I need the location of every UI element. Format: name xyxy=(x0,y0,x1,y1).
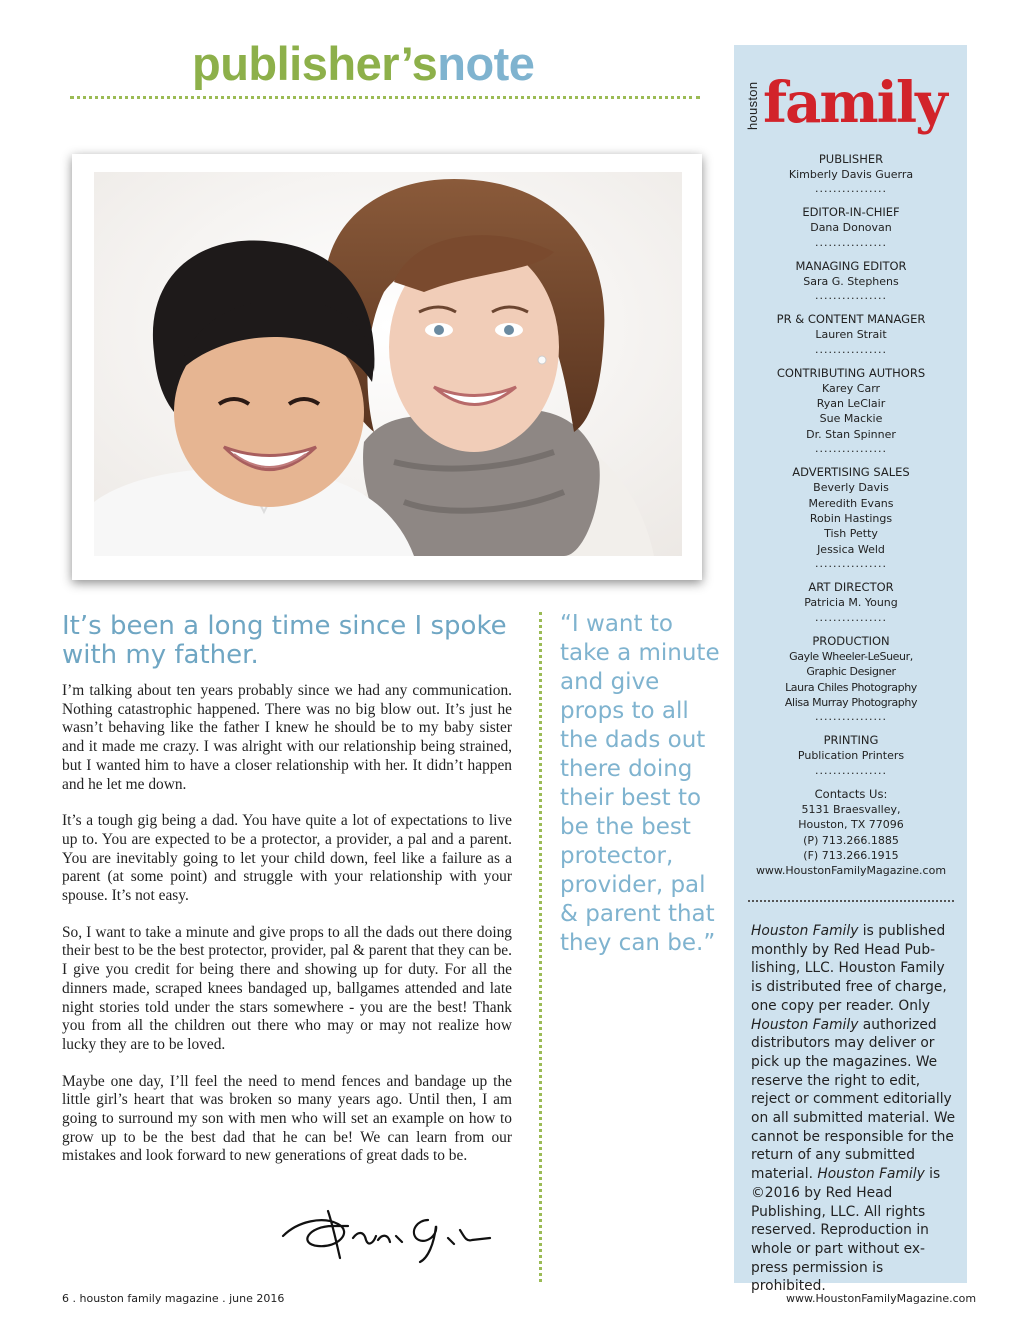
staff-section xyxy=(740,152,962,194)
dotted-separator: ................ xyxy=(815,289,887,303)
notice-text: is ©2016 by Red Head Publishing, LLC. All rights reserved. Reproduction in whole or part without ex-press permission is prohibited. xyxy=(751,1166,941,1295)
dotted-separator: ................ xyxy=(815,710,887,724)
staff-role: MANAGING EDITOR xyxy=(795,258,907,273)
pull-quote: “I want to take a minute and give props to all the dads out there doing their best to be the best protector, provider, pal & parent that they can be.” xyxy=(560,611,720,956)
logo-family: family xyxy=(763,70,946,136)
masthead-logo xyxy=(745,70,961,150)
contacts-section xyxy=(740,787,962,879)
staff-name: Patricia M. Young xyxy=(804,596,898,610)
publication-notice xyxy=(751,922,956,1296)
family-photo xyxy=(94,172,682,556)
staff-name: Tish Petty xyxy=(824,527,878,541)
contact-address: 5131 Braesvalley, xyxy=(801,802,901,816)
contact-fax: (F) 713.266.1915 xyxy=(803,848,899,862)
article-paragraph: It’s a tough gig being a dad. You have quite a lot of expectations to live up to. You are expected to be a protector, a provider, a pal and a parent. You are inevitably going to let your child down, feel like a failure as a parent (at some point) and struggle with your relationship with your spouse. It’s not easy. xyxy=(62,812,512,905)
staff-role: PRINTING xyxy=(823,733,879,748)
staff-section xyxy=(740,580,962,622)
staff-section xyxy=(740,634,962,723)
photo-illustration xyxy=(94,172,682,556)
notice-italic: Houston Family xyxy=(751,923,859,939)
staff-role: EDITOR-IN-CHIEF xyxy=(802,205,900,220)
staff-name: Alisa Murray Photography xyxy=(784,695,918,709)
staff-role: PRODUCTION xyxy=(812,633,890,648)
page-title-part2: note xyxy=(437,37,535,90)
staff-name: Ryan LeClair xyxy=(816,397,886,411)
article-body xyxy=(62,682,512,1184)
notice-italic: Houston Family xyxy=(817,1166,925,1183)
staff-name: Laura Chiles Photography xyxy=(785,680,917,694)
contact-website[interactable]: www.HoustonFamilyMagazine.com xyxy=(755,864,947,878)
staff-role: PUBLISHER xyxy=(818,152,884,166)
staff-name: Sue Mackie xyxy=(819,412,883,426)
dotted-separator: ................ xyxy=(815,342,887,356)
column-divider xyxy=(539,612,542,1282)
staff-role: ADVERTISING SALES xyxy=(792,465,910,480)
contacts-label: Contacts Us: xyxy=(814,786,888,801)
staff-section xyxy=(740,205,962,247)
staff-name: Sara G. Stephens xyxy=(803,274,899,288)
staff-role: PR & CONTENT MANAGER xyxy=(776,312,926,327)
contact-phone: (P) 713.266.1885 xyxy=(803,833,899,847)
page-title-part1: publisher’s xyxy=(192,37,438,90)
dotted-separator: ................ xyxy=(815,235,887,249)
article-paragraph: I’m talking about ten years probably since we had any communication. Nothing catastrophic happened. There was no big blow out. It’s just he wasn’t behaving like the father I knew he should be to my baby sister and it made me crazy. I was alright with our relationship being strained, but I wanted him to have a closer relationship with her. It didn’t happen and he let me down. xyxy=(62,682,512,793)
article-headline: It’s been a long time since I spoke with my father. xyxy=(62,611,507,670)
masthead-dotted-rule xyxy=(748,900,954,902)
staff-section xyxy=(740,312,962,354)
staff-name: Beverly Davis xyxy=(813,481,889,495)
footer-page-info: 6 . houston family magazine . june 2016 xyxy=(62,1292,285,1305)
logo-houston: houston xyxy=(745,81,760,130)
staff-role: ART DIRECTOR xyxy=(808,580,894,595)
page-title xyxy=(192,36,534,92)
staff-name: Karey Carr xyxy=(821,381,881,395)
dotted-separator: ................ xyxy=(815,763,887,777)
title-dotted-rule xyxy=(70,96,700,99)
dotted-separator: ................ xyxy=(815,610,887,624)
staff-name: Meredith Evans xyxy=(808,496,894,510)
footer-website[interactable]: www.HoustonFamilyMagazine.com xyxy=(786,1292,977,1305)
staff-name: Kimberly Davis Guerra xyxy=(788,168,914,181)
article-paragraph: Maybe one day, I’ll feel the need to mend fences and bandage up the little girl’s heart that was broken so many years ago. Until then, I am going to surround my son with men who will set an example on how to grow up to be the best dad that he can be! We can learn from our mistakes and look forward to new generations of great dads to be. xyxy=(62,1072,512,1165)
staff-section xyxy=(740,259,962,301)
contact-city: Houston, TX 77096 xyxy=(798,818,904,832)
staff-role: CONTRIBUTING AUTHORS xyxy=(776,365,926,380)
article-paragraph: So, I want to take a minute and give props to all the dads out there doing their best to be the best protector, provider, pal & parent that they can be. I give you credit for being there and showing up for duty. For all the dinners made, scraped knees bandaged up, ballgames attended and late night stories told under the stars somewhere - you are the best! Thank you from all the children out there who may or may not realize how lucky they are to be loved. xyxy=(62,923,512,1053)
notice-text: is published monthly by Red Head Pub-lishing, LLC. Houston Family is distributed free of charge, one copy per reader. Only xyxy=(751,923,947,1014)
staff-section xyxy=(740,366,962,455)
dotted-separator: ................ xyxy=(815,442,887,456)
staff-name: Dr. Stan Spinner xyxy=(806,427,896,441)
staff-list xyxy=(740,152,962,879)
staff-name: Jessica Weld xyxy=(817,542,885,556)
staff-name: Robin Hastings xyxy=(809,512,893,526)
staff-name: Graphic Designer xyxy=(806,665,896,679)
staff-name: Dana Donovan xyxy=(810,221,892,235)
notice-italic: Houston Family xyxy=(751,1016,859,1033)
dotted-separator: ................ xyxy=(815,182,887,196)
staff-name: Gayle Wheeler-LeSueur, xyxy=(789,649,913,663)
dotted-separator: ................ xyxy=(815,557,887,571)
staff-name: Publication Printers xyxy=(797,749,905,763)
staff-section xyxy=(740,465,962,569)
staff-name: Lauren Strait xyxy=(815,328,887,342)
staff-section xyxy=(740,733,962,775)
notice-text: authorized distributors may deliver or pick up the magazines. We reserve the right to edit, reject or comment editorially on all submitted material. We cannot be responsible for the return of any submitted material. xyxy=(751,1016,956,1183)
signature xyxy=(278,1196,498,1266)
